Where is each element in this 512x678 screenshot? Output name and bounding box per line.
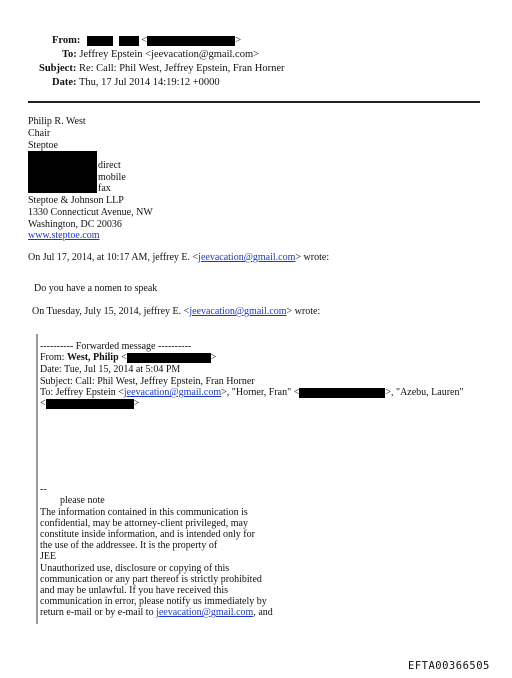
footer-line-9: communication in error, please notify us immediately by <box>40 596 267 607</box>
footer-line-4: the use of the addressee. It is the property of <box>40 540 218 551</box>
forward-to-row-2: < > <box>40 398 140 409</box>
forward-from-row: From: West, Philip < > <box>40 352 217 363</box>
footer-line-1: The information contained in this communication is <box>40 507 248 518</box>
redaction-block <box>299 388 385 398</box>
reply2-intro: On Tuesday, July 15, 2014, jeffrey E. <jeevacation@gmail.com> wrote: <box>32 306 321 317</box>
forward-marker: ---------- Forwarded message ---------- <box>40 341 192 352</box>
footer-line-2: confidential, may be attorney-client privileged, may <box>40 518 248 529</box>
sig-city: Washington, DC 20036 <box>28 219 122 230</box>
footer-email-link[interactable]: jeevacation@gmail.com <box>156 607 254 618</box>
sig-direct-label: direct <box>98 160 121 171</box>
forward-to-row: To: Jeffrey Epstein <jeevacation@gmail.com>, "Horner, Fran" < >, "Azebu, Lauren" <box>40 387 464 398</box>
sig-street: 1330 Connecticut Avenue, NW <box>28 207 153 218</box>
sig-phone-redaction <box>28 151 97 193</box>
header-date-row <box>52 76 220 89</box>
header-subject-row <box>39 62 285 75</box>
header-from-row <box>52 34 241 47</box>
sig-website-link[interactable]: www.steptoe.com <box>28 230 100 241</box>
reply1-body: Do you have a nomen to speak <box>34 283 158 294</box>
from-label: From: <box>52 35 81 46</box>
sig-fax-label: fax <box>98 183 111 194</box>
footer-line-6: Unauthorized use, disclosure or copying of this <box>40 563 230 574</box>
redaction-block <box>127 353 211 363</box>
subject-value: Re: Call: Phil West, Jeffrey Epstein, Fran Horner <box>78 63 285 74</box>
footer-line-3: constitute inside information, and is intended only for <box>40 529 255 540</box>
date-value: Thu, 17 Jul 2014 14:19:12 +0000 <box>78 77 220 88</box>
forward-subject: Subject: Call: Phil West, Jeffrey Epstein, Fran Horner <box>40 376 255 387</box>
header-divider <box>28 101 480 103</box>
reply2-email-link[interactable]: jeevacation@gmail.com <box>189 306 287 317</box>
footer-line-8: and may be unlawful. If you have received this <box>40 585 228 596</box>
footer-please-note: please note <box>60 495 105 506</box>
reply1-email-link[interactable]: jeevacation@gmail.com <box>198 252 296 263</box>
footer-line-5: JEE <box>40 551 57 562</box>
subject-label: Subject: <box>39 63 77 74</box>
quote-bar <box>36 334 38 624</box>
forward-from-name: West, Philip <box>66 352 119 363</box>
header-to-row <box>62 48 259 61</box>
to-label: To: <box>62 49 77 60</box>
reply1-intro: On Jul 17, 2014, at 10:17 AM, jeffrey E. <jeevacation@gmail.com> wrote: <box>28 252 330 263</box>
sig-firm: Steptoe & Johnson LLP <box>28 195 124 206</box>
footer-last-line: return e-mail or by e-mail to jeevacation@gmail.com, and <box>40 607 273 618</box>
forward-to-email-link[interactable]: jeevacation@gmail.com <box>123 387 222 398</box>
sig-role: Chair <box>28 128 51 139</box>
angle-open: < <box>141 35 148 46</box>
angle-close: > <box>235 35 242 46</box>
redaction-block <box>119 36 139 46</box>
redaction-block <box>147 36 235 46</box>
redaction-block <box>87 36 113 46</box>
sig-name: Philip R. West <box>28 116 86 127</box>
to-value: Jeffrey Epstein <jeevacation@gmail.com> <box>79 49 260 60</box>
footer-dashes: -- <box>40 484 47 495</box>
footer-line-7: communication or any part thereof is strictly prohibited <box>40 574 262 585</box>
sig-mobile-label: mobile <box>98 172 126 183</box>
date-label: Date: <box>52 77 77 88</box>
redaction-block <box>46 399 134 409</box>
forward-date: Date: Tue, Jul 15, 2014 at 5:04 PM <box>40 364 181 375</box>
document-stamp: EFTA00366505 <box>408 660 490 672</box>
sig-org: Steptoe <box>28 140 58 151</box>
